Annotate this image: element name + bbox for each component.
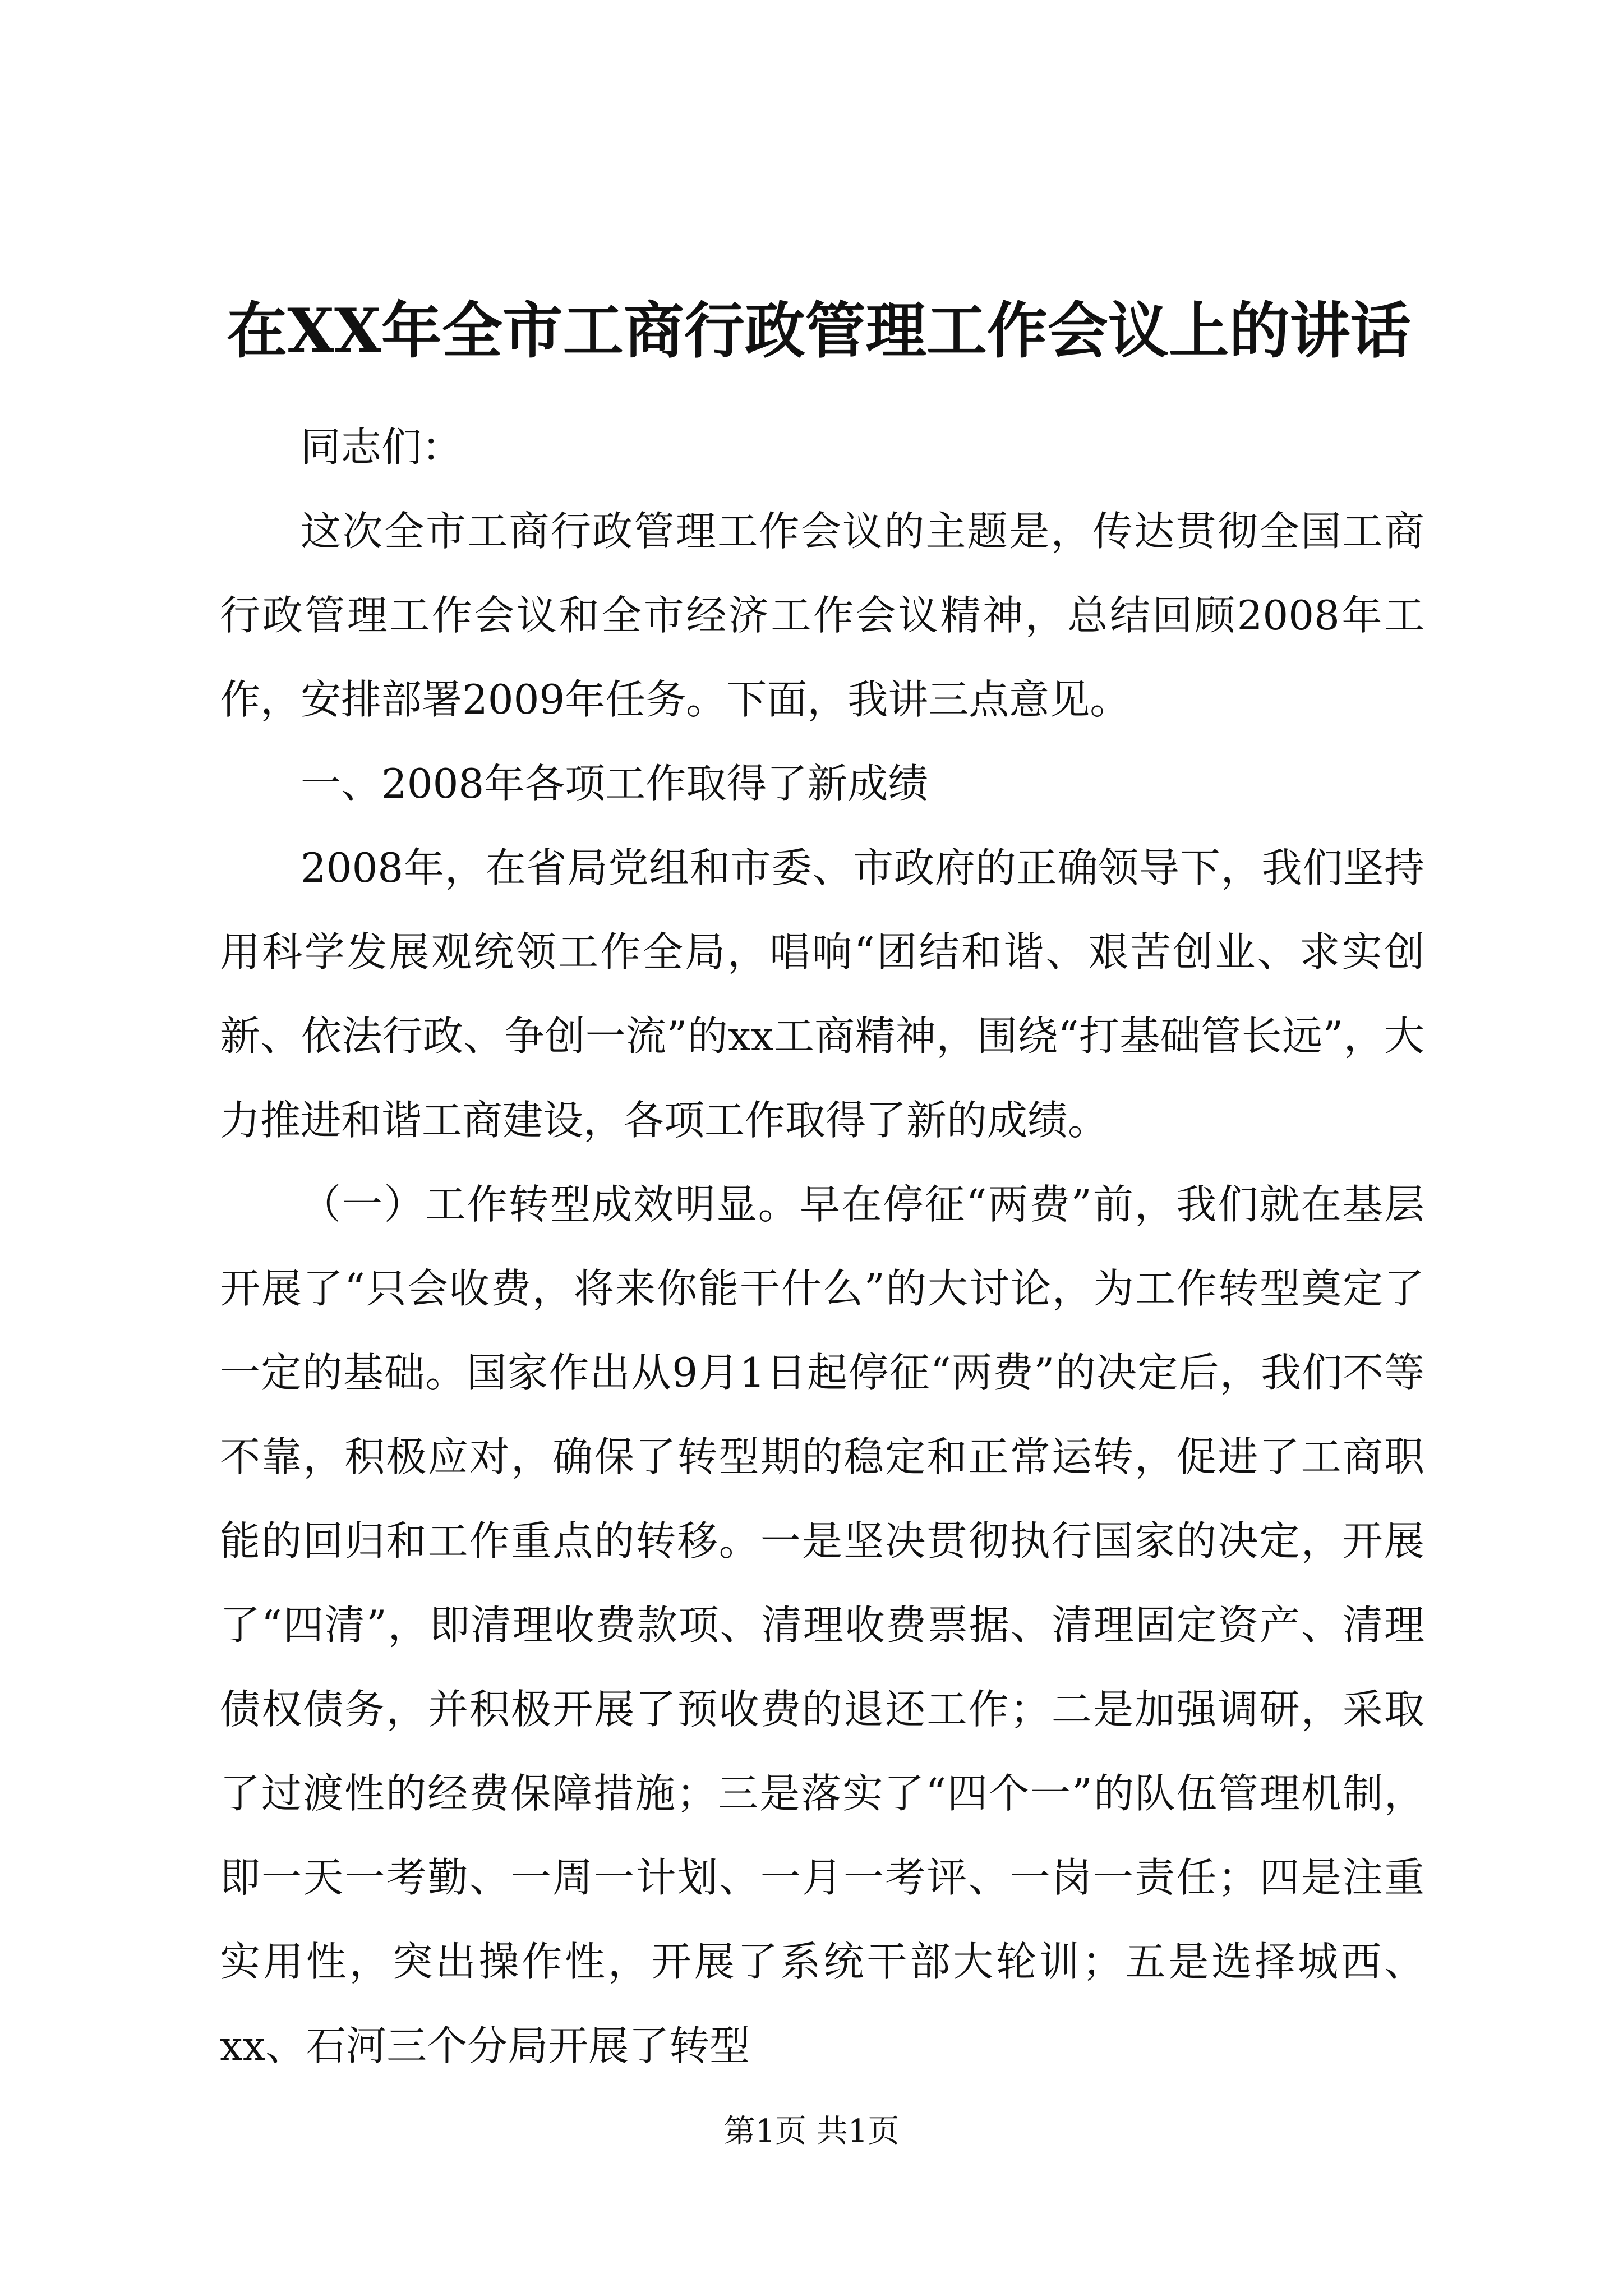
summary-paragraph: 2008年，在省局党组和市委、市政府的正确领导下，我们坚持用科学发展观统领工作全局，唱响“团结和谐、艰苦创业、求实创新、依法行政、争创一流”的xx工商精神，围绕“打基础管长远”，大力推进和谐工商建设，各项工作取得了新的成绩。 — [220, 844, 1424, 1144]
section-heading-1: 一、2008年各项工作取得了新成绩 — [301, 760, 929, 807]
intro-paragraph: 这次全市工商行政管理工作会议的主题是，传达贯彻全国工商行政管理工作会议和全市经济工作会议精神，总结回顾2008年工作，安排部署2009年任务。下面，我讲三点意见。 — [220, 508, 1424, 723]
salutation-paragraph: 同志们： — [301, 424, 463, 471]
transformation-paragraph: （一）工作转型成效明显。早在停征“两费”前，我们就在基层开展了“只会收费，将来你能干什么”的大讨论，为工作转型奠定了一定的基础。国家作出从9月1日起停征“两费”的决定后，我们不等不靠，积极应对，确保了转型期的稳定和正常运转，促进了工商职能的回归和工作重点的转移。一是坚决贯彻执行国家的决定，开展了“四清”，即清理收费款项、清理收费票据、清理固定资产、清理债权债务，并积极开展了预收费的退还工作；二是加强调研，采取了过渡性的经费保障措施；三是落实了“四个一”的队伍管理机制，即一天一考勤、一周一计划、一月一考评、一岗一责任；四是注重实用性，突出操作性，开展了系统干部大轮训；五是选择城西、xx、石河三个分局开展了转型 — [220, 1181, 1424, 2069]
page-footer: 第1页 共1页 — [723, 2113, 900, 2150]
document-title: 在XX年全市工商行政管理工作会议上的讲话 — [227, 296, 1411, 366]
document-body — [220, 405, 1424, 2088]
